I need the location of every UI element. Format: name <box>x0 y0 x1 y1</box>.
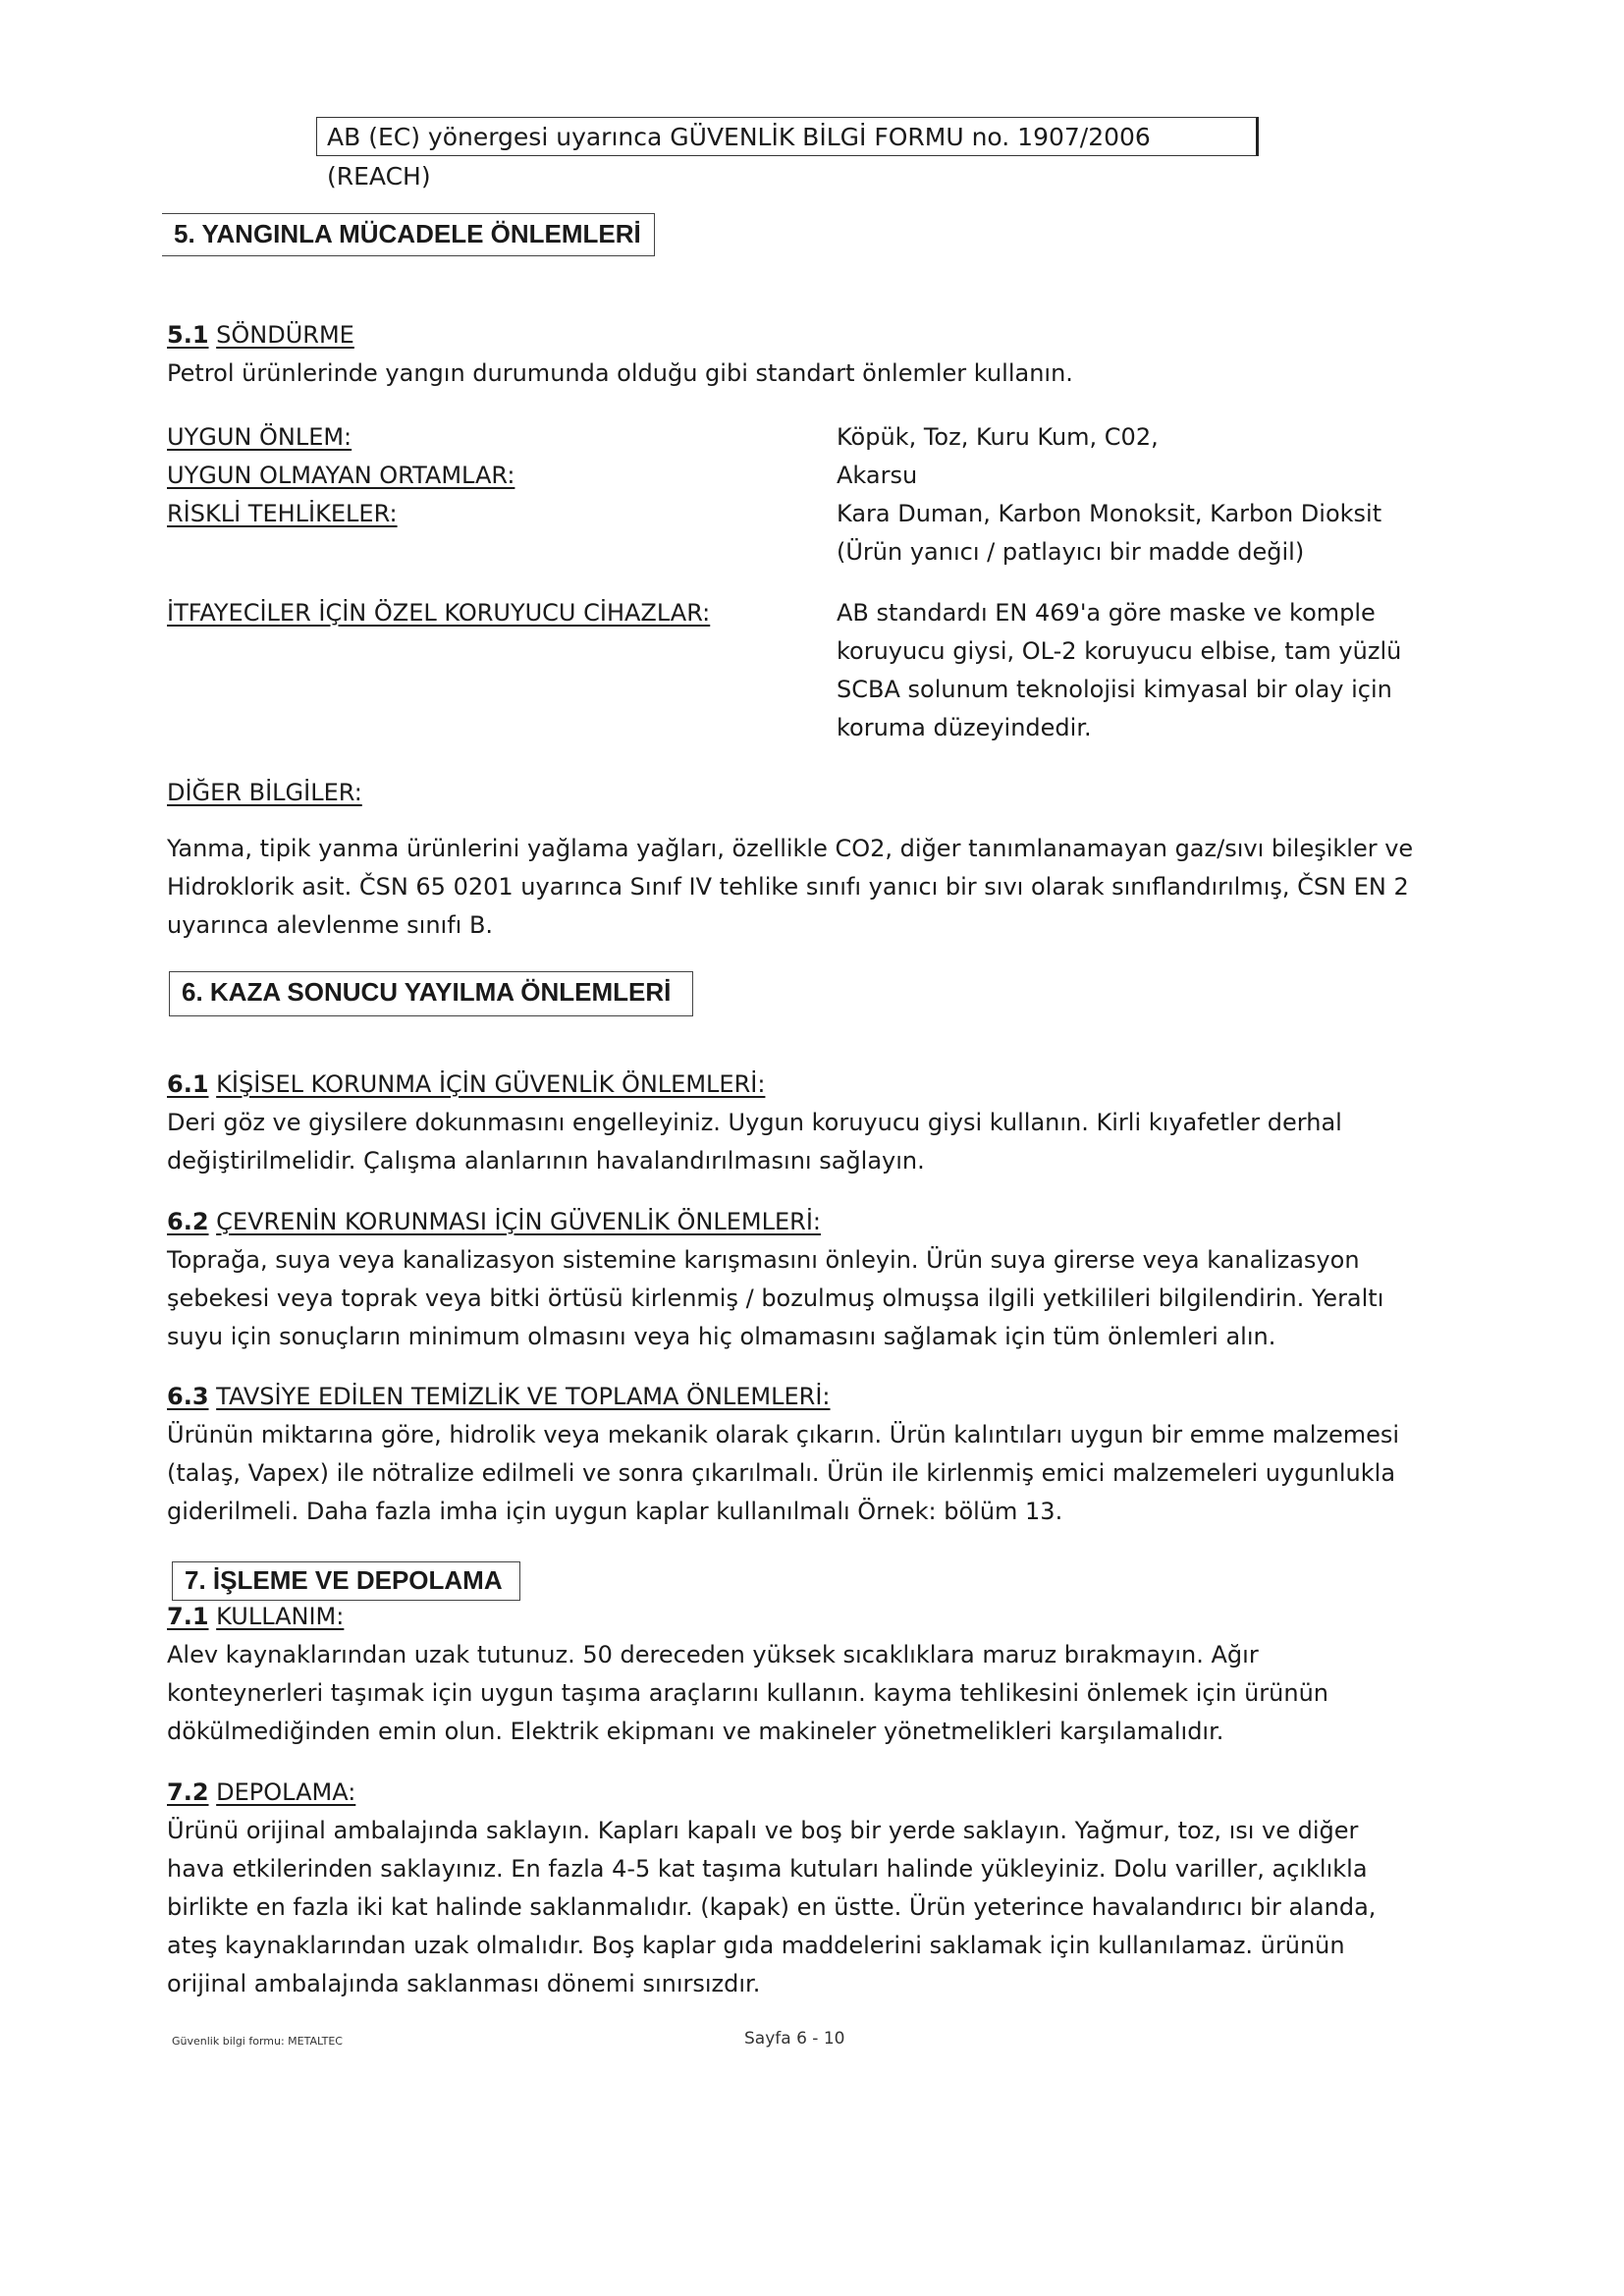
subsection-7-2-title <box>167 1774 355 1812</box>
subsection-7-1-title <box>167 1598 344 1636</box>
paragraph-line: ateş kaynaklarından uzak olmalıdır. Boş kaplar gıda maddelerini saklamak için kullanılamaz. ürünün <box>167 1932 1345 1959</box>
subsection-title: ÇEVRENİN KORUNMASI İÇİN GÜVENLİK ÖNLEMLERİ: <box>216 1208 821 1235</box>
subsection-6-2-title <box>167 1203 821 1241</box>
subsection-number: 7.2 <box>167 1778 209 1806</box>
subsection-title: DEPOLAMA: <box>216 1778 356 1806</box>
paragraph-line: orijinal ambalajında saklanması dönemi sınırsızdır. <box>167 1970 761 1997</box>
paragraph-line: suyu için sonuçların minimum olmasını veya hiç olmamasını sağlamak için tüm önlemleri alın. <box>167 1323 1276 1350</box>
subsection-number: 6.1 <box>167 1070 209 1098</box>
subsection-number: 6.2 <box>167 1208 209 1235</box>
value-itfayeciler-line: SCBA solunum teknolojisi kimyasal bir olay için <box>837 676 1392 703</box>
paragraph-line: konteynerleri taşımak için uygun taşıma araçlarını kullanın. kayma tehlikesini önlemek için ürünün <box>167 1679 1328 1707</box>
subsection-6-3-title <box>167 1378 831 1416</box>
footer-page-number: Sayfa 6 - 10 <box>744 2029 845 2049</box>
paragraph-line: giderilmeli. Daha fazla imha için uygun kaplar kullanılmalı Örnek: bölüm 13. <box>167 1498 1063 1525</box>
subsection-number: 5.1 <box>167 321 209 349</box>
subsection-title: SÖNDÜRME <box>216 321 354 349</box>
subsection-title: KİŞİSEL KORUNMA İÇİN GÜVENLİK ÖNLEMLERİ: <box>216 1070 766 1098</box>
label-uygun-onlem: UYGUN ÖNLEM: <box>167 423 352 451</box>
value-uygun-onlem: Köpük, Toz, Kuru Kum, C02, <box>837 423 1159 451</box>
paragraph-line: Alev kaynaklarından uzak tutunuz. 50 dereceden yüksek sıcaklıklara maruz bırakmayın. Ağır <box>167 1641 1259 1668</box>
value-itfayeciler-line: koruyucu giysi, OL-2 koruyucu elbise, tam yüzlü <box>837 637 1402 665</box>
paragraph-line: Ürünü orijinal ambalajında saklayın. Kapları kapalı ve boş bir yerde saklayın. Yağmur, toz, ısı ve diğer <box>167 1817 1359 1844</box>
value-riskli-tehlikeler-note: (Ürün yanıcı / patlayıcı bir madde değil) <box>837 538 1305 566</box>
footer-form-name: Güvenlik bilgi formu: METALTEC <box>172 2035 343 2048</box>
document-header: AB (EC) yönergesi uyarınca GÜVENLİK BİLGİ FORMU no. 1907/2006 (REACH) <box>316 117 1259 156</box>
paragraph-line: Ürünün miktarına göre, hidrolik veya mekanik olarak çıkarın. Ürün kalıntıları uygun bir emme malzemesi <box>167 1421 1400 1449</box>
value-uygun-olmayan: Akarsu <box>837 462 918 489</box>
section-6-heading: 6. KAZA SONUCU YAYILMA ÖNLEMLERİ <box>169 971 693 1016</box>
paragraph-line: Toprağa, suya veya kanalizasyon sistemine karışmasını önleyin. Ürün suya girerse veya kanalizasyon <box>167 1246 1360 1274</box>
paragraph-line: (talaş, Vapex) ile nötralize edilmeli ve sonra çıkarılmalı. Ürün ile kirlenmiş emici malzemeleri uygunlukla <box>167 1459 1396 1487</box>
section-5-heading: 5. YANGINLA MÜCADELE ÖNLEMLERİ <box>162 213 655 256</box>
value-riskli-tehlikeler: Kara Duman, Karbon Monoksit, Karbon Dioksit <box>837 500 1382 527</box>
subsection-title: KULLANIM: <box>216 1603 345 1630</box>
subsection-6-1-title <box>167 1066 765 1104</box>
subsection-number: 6.3 <box>167 1383 209 1410</box>
section-7-heading: 7. İŞLEME VE DEPOLAMA <box>172 1561 520 1601</box>
label-riskli-tehlikeler: RİSKLİ TEHLİKELER: <box>167 500 398 527</box>
value-itfayeciler-line: koruma düzeyindedir. <box>837 714 1092 741</box>
paragraph-line: Yanma, tipik yanma ürünlerini yağlama yağları, özellikle CO2, diğer tanımlanamayan gaz/sıvı bileşikler ve <box>167 835 1414 862</box>
subsection-5-1-title <box>167 316 354 355</box>
paragraph-line: dökülmediğinden emin olun. Elektrik ekipmanı ve makineler yönetmelikleri karşılamalıdır. <box>167 1718 1224 1745</box>
label-uygun-olmayan: UYGUN OLMAYAN ORTAMLAR: <box>167 462 515 489</box>
label-itfayeciler: İTFAYECİLER İÇİN ÖZEL KORUYUCU CİHAZLAR: <box>167 599 711 627</box>
subsection-number: 7.1 <box>167 1603 209 1630</box>
paragraph-line: değiştirilmelidir. Çalışma alanlarının havalandırılmasını sağlayın. <box>167 1147 925 1175</box>
subsection-5-1-text: Petrol ürünlerinde yangın durumunda olduğu gibi standart önlemler kullanın. <box>167 359 1073 387</box>
paragraph-line: Deri göz ve giysilere dokunmasını engelleyiniz. Uygun koruyucu giysi kullanın. Kirli kıyafetler derhal <box>167 1109 1342 1136</box>
paragraph-line: uyarınca alevlenme sınıfı B. <box>167 911 494 939</box>
paragraph-line: hava etkilerinden saklayınız. En fazla 4-5 kat taşıma kutuları halinde yükleyiniz. Dolu variller, açıklıkla <box>167 1855 1368 1883</box>
paragraph-line: Hidroklorik asit. ČSN 65 0201 uyarınca Sınıf IV tehlike sınıfı yanıcı bir sıvı olarak sınıflandırılmış, ČSN EN 2 <box>167 873 1409 901</box>
subsection-title: TAVSİYE EDİLEN TEMİZLİK VE TOPLAMA ÖNLEMLERİ: <box>216 1383 831 1410</box>
paragraph-line: şebekesi veya toprak veya bitki örtüsü kirlenmiş / bozulmuş olmuşsa ilgili yetkilileri bilgilendirin. Yeraltı <box>167 1285 1384 1312</box>
paragraph-line: birlikte en fazla iki kat halinde saklanmalıdır. (kapak) en üstte. Ürün yeterince havalandırıcı bir alanda, <box>167 1893 1377 1921</box>
label-diger-bilgiler: DİĞER BİLGİLER: <box>167 779 362 806</box>
value-itfayeciler-line: AB standardı EN 469'a göre maske ve komple <box>837 599 1376 627</box>
